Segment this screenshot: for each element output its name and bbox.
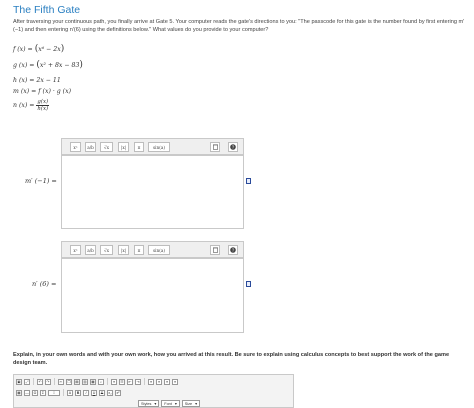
align-center-icon[interactable]: ≡ [157, 379, 161, 384]
editor-toolbar-row-3 [138, 399, 200, 408]
definition-m-body: f (x) · g (x) [38, 88, 72, 95]
copy-icon[interactable]: ❐ [67, 379, 71, 384]
align-left-icon[interactable]: ≡ [149, 379, 153, 384]
editor-toolbar-row-1 [16, 377, 178, 386]
explain-prompt: Explain, in your own words and with your own work, how you arrived at this result. Be sure to explain using calculus concepts to best support the work of the game design team. [13, 352, 450, 367]
definition-h [13, 77, 61, 84]
align-right-icon[interactable]: ≡ [165, 379, 169, 384]
sqrt-button[interactable]: √̅x [100, 245, 113, 255]
cut-icon[interactable]: ✂ [59, 379, 63, 384]
outdent-icon[interactable]: ⇤ [128, 379, 132, 384]
sqrt-button[interactable]: √̅x [100, 142, 113, 152]
font-dropdown[interactable] [161, 400, 180, 407]
find-icon[interactable]: ⌕ [99, 379, 102, 384]
definition-n-fraction [36, 99, 49, 112]
help-icon[interactable] [228, 142, 238, 152]
definition-h-body: 2x − 11 [36, 77, 61, 84]
definition-m-lhs: m (x) = [13, 88, 37, 95]
pi-button[interactable]: π [134, 142, 144, 152]
definition-g: g (x) = (x² + 8x − 83) [13, 60, 83, 70]
rich-text-editor [13, 374, 294, 408]
fullscreen-icon[interactable]: ⤢ [25, 379, 29, 384]
math-toolbar-1 [61, 138, 244, 155]
equation-icon[interactable]: ⌷ [48, 390, 60, 396]
help-icon[interactable] [228, 245, 238, 255]
definition-f-body: x⁶ − 2x [38, 46, 61, 53]
pi-button[interactable]: π [134, 245, 144, 255]
answer-input-n[interactable] [61, 258, 244, 333]
math-toolbar-2 [61, 241, 244, 258]
definition-h-lhs: h (x) = [13, 77, 35, 84]
chevron-down-icon: ▾ [174, 402, 177, 406]
bold-button[interactable]: B [76, 390, 80, 395]
definition-n-denominator: h(x) [37, 106, 49, 112]
edit-icon[interactable] [246, 281, 251, 287]
definition-g-body: x² + 8x − 83 [39, 62, 80, 69]
bulleted-list-icon[interactable]: ☷ [120, 379, 124, 384]
abs-button[interactable]: |x| [118, 245, 129, 255]
abs-button[interactable]: |x| [118, 142, 129, 152]
question-intro: After traversing your continuous path, you finally arrive at Gate 5. Your computer reads the gate's directions to you: "The passcode for this gate is the number found by first entering m′(−1) and then entering n′(6) using the definitions below." What values do you provide to your computer? [13, 19, 465, 34]
page-title: The Fifth Gate [13, 4, 81, 16]
definition-n-lhs: n (x) = [13, 102, 35, 109]
editor-toolbar-row-2 [16, 388, 121, 397]
align-justify-icon[interactable]: ≡ [173, 379, 177, 384]
definition-f-lhs: f (x) = [13, 46, 33, 53]
maximize-icon[interactable]: ▣ [17, 379, 21, 384]
trash-icon[interactable] [210, 142, 220, 152]
styles-dropdown-label: Styles [141, 401, 152, 406]
answer-input-m[interactable] [61, 155, 244, 229]
paste-text-icon[interactable]: ▥ [83, 379, 87, 384]
text-color-icon[interactable]: A [68, 390, 72, 395]
size-dropdown[interactable] [182, 400, 200, 407]
indent-icon[interactable]: ⇥ [136, 379, 140, 384]
paste-icon[interactable]: ▤ [75, 379, 79, 384]
chevron-down-icon: ▾ [154, 402, 157, 406]
subscript-button[interactable]: x₂ [108, 390, 112, 395]
svg-text:?: ? [231, 144, 235, 150]
styles-dropdown[interactable] [138, 400, 159, 407]
special-char-icon[interactable]: Ω [33, 390, 37, 395]
chevron-down-icon: ▾ [195, 402, 198, 406]
definition-m [13, 88, 71, 95]
superscript-button[interactable]: x² [116, 390, 120, 395]
underline-button[interactable]: U [92, 390, 96, 395]
size-dropdown-label: Size [184, 401, 193, 406]
fraction-button[interactable]: a/b [85, 245, 96, 255]
svg-text:?: ? [231, 247, 235, 253]
definition-n [13, 99, 49, 112]
answer-label-n: n′ (6) = [32, 280, 57, 288]
horizontal-line-icon[interactable]: — [25, 390, 29, 395]
definition-f: f (x) = (x⁶ − 2x) [13, 44, 65, 54]
font-dropdown-label: Font [164, 401, 172, 406]
table-icon[interactable]: ▦ [17, 390, 21, 395]
math-icon[interactable]: Σ [41, 390, 45, 395]
definition-n-numerator: g(x) [37, 99, 49, 105]
sin-button[interactable]: sin(a) [148, 245, 170, 255]
trash-icon[interactable] [210, 245, 220, 255]
undo-icon[interactable]: ↶ [38, 379, 42, 384]
numbered-list-icon[interactable]: ≡ [112, 379, 116, 384]
answer-label-m: m′ (−1) = [25, 177, 57, 185]
paste-word-icon[interactable]: ▦ [91, 379, 95, 384]
redo-icon[interactable]: ↷ [46, 379, 50, 384]
edit-icon[interactable] [246, 178, 251, 184]
exponent-button[interactable]: xⁿ [70, 142, 81, 152]
italic-button[interactable]: I [83, 390, 89, 396]
definition-g-lhs: g (x) = [13, 62, 35, 69]
strikethrough-button[interactable]: S [100, 390, 104, 395]
exponent-button[interactable]: xⁿ [70, 245, 81, 255]
fraction-button[interactable]: a/b [85, 142, 96, 152]
sin-button[interactable]: sin(a) [148, 142, 170, 152]
